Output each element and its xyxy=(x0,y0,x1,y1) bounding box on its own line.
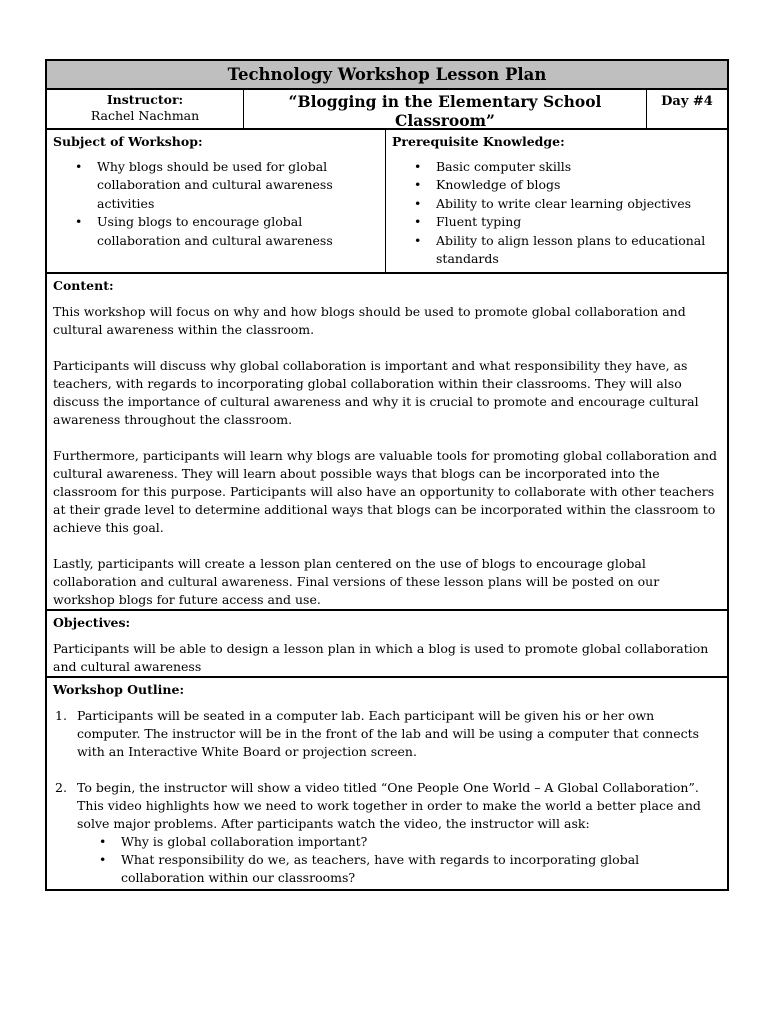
day-label: Day #4 xyxy=(661,94,713,109)
content-section xyxy=(47,274,727,611)
outline-item-text: Participants will be seated in a computer lab. Each participant will be given his or her own computer. The instructor will be in the front of the lab and will be using a computer that connects with an Interactive White Board or projection screen. xyxy=(77,708,700,759)
subject-item: • Why blogs should be used for global collaboration and cultural awareness activities xyxy=(97,158,379,214)
instructor-cell xyxy=(47,90,244,128)
document-title xyxy=(47,61,727,90)
outline-question-list xyxy=(77,833,721,887)
outline-question: • Why is global collaboration important? xyxy=(121,833,721,851)
subject-heading: Subject of Workshop: xyxy=(53,134,203,149)
prereq-item: • Knowledge of blogs xyxy=(436,176,721,195)
content-paragraph: This workshop will focus on why and how blogs should be used to promote global collaboration and cultural awareness within the classroom. xyxy=(53,304,686,337)
instructor-label: Instructor: xyxy=(106,92,184,107)
instructor-name: Rachel Nachman xyxy=(90,108,200,123)
outline-item xyxy=(55,707,721,761)
outline-section xyxy=(47,678,727,889)
outline-list xyxy=(53,707,721,887)
outline-heading: Workshop Outline: xyxy=(53,682,185,697)
subject-list xyxy=(53,158,379,251)
content-paragraph: Furthermore, participants will learn why blogs are valuable tools for promoting global collaboration and cultural awareness. They will learn about possible ways that blogs can be incorporated into the classroom for this purpose. Participants will also have an opportunity to collaborate with other teachers at their grade level to determine additional ways that blogs can be incorporated within the classroom to achieve this goal. xyxy=(53,448,718,535)
subject-item: • Using blogs to encourage global collaboration and cultural awareness xyxy=(97,213,379,250)
subject-prereq-row xyxy=(47,130,727,274)
outline-item-number: 1. xyxy=(55,708,67,723)
prereq-cell xyxy=(386,130,727,272)
subject-cell xyxy=(47,130,386,272)
content-paragraph: Lastly, participants will create a lesson plan centered on the use of blogs to encourage global collaboration and cultural awareness. Final versions of these lesson plans will be posted on our workshop blogs for future access and use. xyxy=(53,556,660,607)
prereq-item: • Ability to write clear learning objectives xyxy=(436,195,721,214)
info-row xyxy=(47,90,727,130)
prereq-item: • Fluent typing xyxy=(436,213,721,232)
lesson-plan-table xyxy=(45,59,729,891)
objectives-section xyxy=(47,611,727,678)
prereq-heading: Prerequisite Knowledge: xyxy=(392,134,565,149)
content-paragraph: Participants will discuss why global collaboration is important and what responsibility they have, as teachers, with regards to incorporating global collaboration within their classrooms. They will also discuss the importance of cultural awareness and why it is crucial to promote and encourage cultural awareness throughout the classroom. xyxy=(53,358,699,427)
document-title-text: Technology Workshop Lesson Plan xyxy=(227,65,547,84)
objectives-heading: Objectives: xyxy=(53,615,131,630)
outline-item xyxy=(55,779,721,887)
outline-item-number: 2. xyxy=(55,780,67,795)
content-heading: Content: xyxy=(53,278,114,293)
outline-question: • What responsibility do we, as teachers, have with regards to incorporating global collaboration within our classrooms? xyxy=(121,851,721,887)
prereq-item: • Basic computer skills xyxy=(436,158,721,177)
prereq-item: • Ability to align lesson plans to educational standards xyxy=(436,232,721,269)
objectives-text: Participants will be able to design a lesson plan in which a blog is used to promote global collaboration and cultural awareness xyxy=(53,641,709,674)
outline-item-text: To begin, the instructor will show a video titled “One People One World – A Global Collaboration”. This video highlights how we need to work together in order to make the world a better place and solve major problems. After participants watch the video, the instructor will ask: xyxy=(77,780,701,831)
workshop-title: “Blogging in the Elementary School Classroom” xyxy=(244,90,647,128)
prereq-list xyxy=(392,158,721,269)
